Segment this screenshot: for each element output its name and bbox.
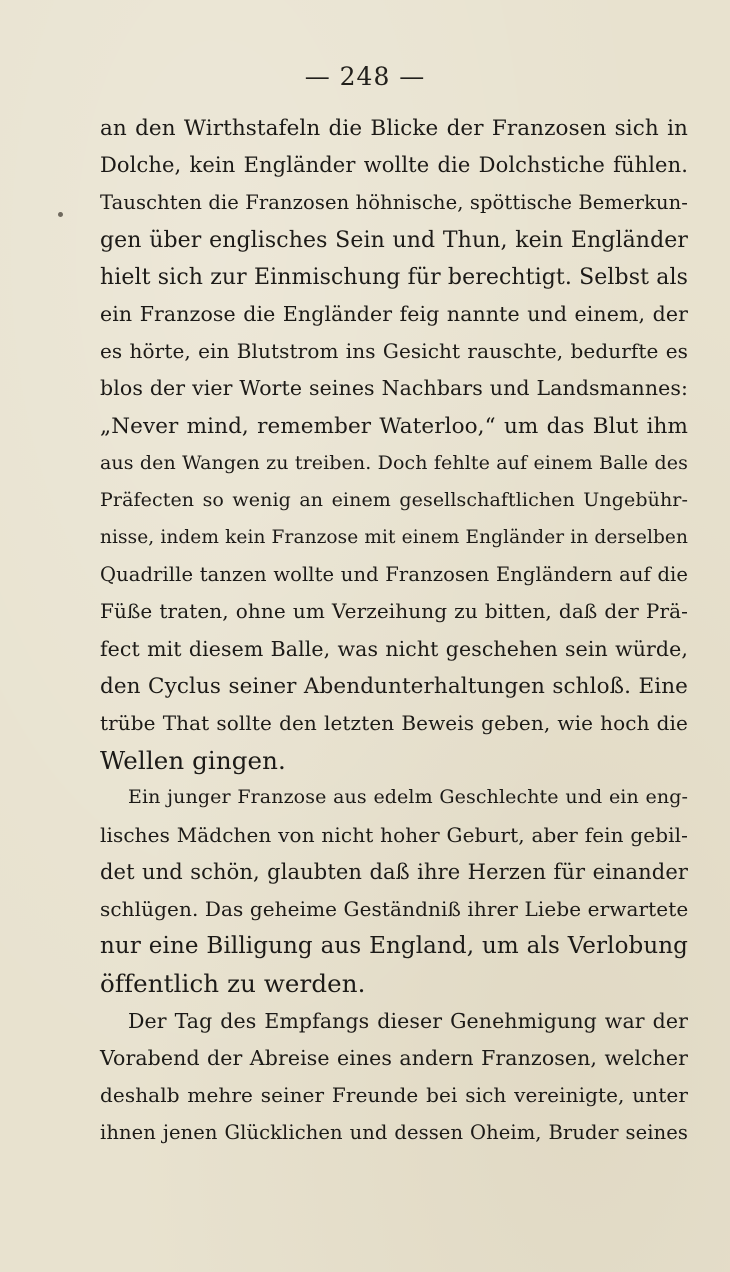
text-line: Dolche, kein Engländer wollte die Dolchstiche fühlen. [100,153,688,178]
text-line: blos der vier Worte seines Nachbars und Landsmannes: [100,376,688,401]
text-line: deshalb mehre seiner Freunde bei sich vereinigte, unter [100,1082,688,1107]
ink-speck [58,212,63,217]
text-line: ihnen jenen Glücklichen und dessen Oheim, Bruder seines [100,1121,688,1145]
text-line: Quadrille tanzen wollte und Franzosen Engländern auf die [100,563,688,587]
text-line: Ein junger Franzose aus edelm Geschlechte und ein eng- [128,786,688,809]
text-line: Präfecten so wenig an einem gesellschaftlichen Ungebühr- [100,488,688,511]
text-line: gen über englisches Sein und Thun, kein Engländer [100,227,688,253]
text-line: lisches Mädchen von nicht hoher Geburt, aber fein gebil- [100,822,688,847]
text-line: Der Tag des Empfangs dieser Genehmigung war der [128,1008,688,1033]
text-line: fect mit diesem Balle, was nicht geschehen sein würde, [100,636,688,661]
body-text [100,110,688,1151]
text-line: Füße traten, ohne um Verzeihung zu bitten, daß der Prä- [100,599,688,624]
text-line: nur eine Billigung aus England, um als Verlobung [100,933,688,960]
page-number: — 248 — [304,62,426,91]
text-line: nisse, indem kein Franzose mit einem Engländer in derselben [100,527,688,549]
text-line: es hörte, ein Blutstrom ins Gesicht rauschte, bedurfte es [100,339,688,364]
text-line: Wellen gingen. [100,746,286,776]
text-line: öffentlich zu werden. [100,969,366,999]
text-line: Vorabend der Abreise eines andern Franzosen, welcher [100,1045,688,1070]
text-line: den Cyclus seiner Abendunterhaltungen schloß. Eine [100,673,688,699]
text-line: det und schön, glaubten daß ihre Herzen für einander [100,859,688,884]
text-line: Tauschten die Franzosen höhnische, spöttische Bemerkun- [100,191,688,215]
text-line-latin: „Never mind, remember Waterloo,“ um das Blut ihm [100,413,688,439]
text-line: ein Franzose die Engländer feig nannte und einem, der [100,301,688,326]
text-line: an den Wirthstafeln die Blicke der Franzosen sich in [100,116,688,141]
text-line: trübe That sollte den letzten Beweis geben, wie hoch die [100,711,688,735]
text-line: schlügen. Das geheime Geständniß ihrer Liebe erwartete [100,896,689,921]
text-line: hielt sich zur Einmischung für berechtigt. Selbst als [100,264,688,290]
text-line: aus den Wangen zu treiben. Doch fehlte auf einem Balle des [100,451,688,474]
